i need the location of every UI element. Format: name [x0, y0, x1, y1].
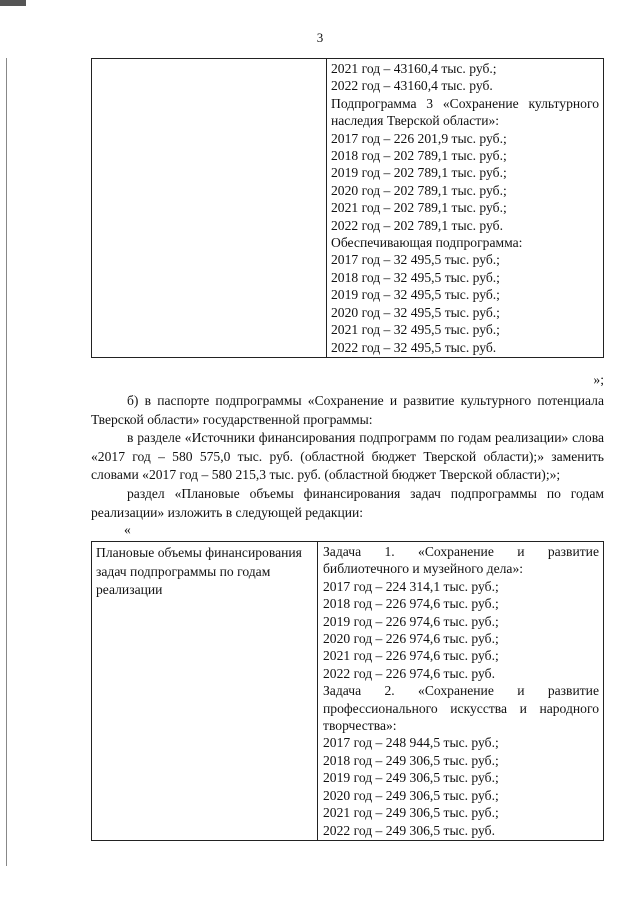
paragraph-section: раздел «Плановые объемы финансирования задач подпрограммы по годам реализации» изложить в следующей редакции:: [91, 485, 604, 520]
table1-line: 2019 год – 202 789,1 тыс. руб.;: [331, 165, 507, 181]
table2-right-cell: [318, 542, 604, 841]
task1-year-line: 2017 год – 224 314,1 тыс. руб.;: [323, 578, 499, 594]
table1-left-cell: [92, 59, 327, 358]
planned-funding-label: Плановые объемы финансирования задач подпрограммы по годам реализации: [96, 545, 302, 598]
table1-right-cell: [327, 59, 604, 358]
table1-line: 2017 год – 226 201,9 тыс. руб.;: [331, 130, 507, 146]
support-subprogram-title: Обеспечивающая подпрограмма:: [331, 235, 523, 251]
paragraph-sources: в разделе «Источники финансирования подпрограмм по годам реализации» слова «2017 год – 580 575,0 тыс. руб. (областной бюджет Тверской области);» заменить словами «2017 год – 580 215,3 тыс. руб. (областной бюджет Тверской области);»;: [91, 430, 604, 483]
task2-year-line: 2017 год – 248 944,5 тыс. руб.;: [323, 735, 499, 751]
table1-line: 2018 год – 202 789,1 тыс. руб.;: [331, 148, 507, 164]
table1-line: 2022 год – 202 789,1 тыс. руб.: [331, 217, 503, 233]
table2-left-cell: [92, 542, 318, 841]
table1-line: 2022 год – 32 495,5 тыс. руб.: [331, 339, 497, 355]
task2-year-line: 2018 год – 249 306,5 тыс. руб.;: [323, 752, 499, 768]
funding-table-continued: [91, 58, 604, 358]
table1-line: 2020 год – 202 789,1 тыс. руб.;: [331, 182, 507, 198]
table1-line: 2018 год – 32 495,5 тыс. руб.;: [331, 269, 500, 285]
table1-line: 2022 год – 43160,4 тыс. руб.: [331, 78, 493, 94]
task1-year-line: 2020 год – 226 974,6 тыс. руб.;: [323, 631, 499, 647]
table1-line: 2019 год – 32 495,5 тыс. руб.;: [331, 287, 500, 303]
task2-year-line: 2022 год – 249 306,5 тыс. руб.: [323, 822, 495, 838]
table1-line: 2017 год – 32 495,5 тыс. руб.;: [331, 252, 500, 268]
table1-line: 2021 год – 202 789,1 тыс. руб.;: [331, 200, 507, 216]
table1-line: 2021 год – 32 495,5 тыс. руб.;: [331, 322, 500, 338]
task2-year-line: 2020 год – 249 306,5 тыс. руб.;: [323, 787, 499, 803]
scan-edge-line: [6, 58, 7, 866]
table1-line: 2020 год – 32 495,5 тыс. руб.;: [331, 304, 500, 320]
page-number: 3: [316, 30, 324, 45]
amendment-text: [91, 392, 604, 522]
task1-year-line: 2018 год – 226 974,6 тыс. руб.;: [323, 596, 499, 612]
task1-year-line: 2022 год – 226 974,6 тыс. руб.: [323, 665, 495, 681]
table1-line: 2021 год – 43160,4 тыс. руб.;: [331, 61, 497, 76]
subprogram3-title: Подпрограмма 3 «Сохранение культурного наследия Тверской области»:: [331, 95, 599, 129]
task2-title: Задача 2. «Сохранение и развитие профессионального искусства и народного творчества»:: [323, 683, 599, 734]
scan-mark: [0, 0, 26, 6]
task1-title: Задача 1. «Сохранение и развитие библиотечного и музейного дела»:: [323, 544, 599, 577]
task2-year-line: 2019 год – 249 306,5 тыс. руб.;: [323, 770, 499, 786]
planned-funding-table: [91, 541, 604, 841]
closing-quote: »;: [593, 372, 604, 387]
opening-quote: «: [124, 522, 131, 537]
task2-year-line: 2021 год – 249 306,5 тыс. руб.;: [323, 805, 499, 821]
task1-year-line: 2019 год – 226 974,6 тыс. руб.;: [323, 613, 499, 629]
paragraph-b: б) в паспорте подпрограммы «Сохранение и развитие культурного потенциала Тверской области» государственной программы:: [91, 393, 604, 427]
task1-year-line: 2021 год – 226 974,6 тыс. руб.;: [323, 648, 499, 664]
